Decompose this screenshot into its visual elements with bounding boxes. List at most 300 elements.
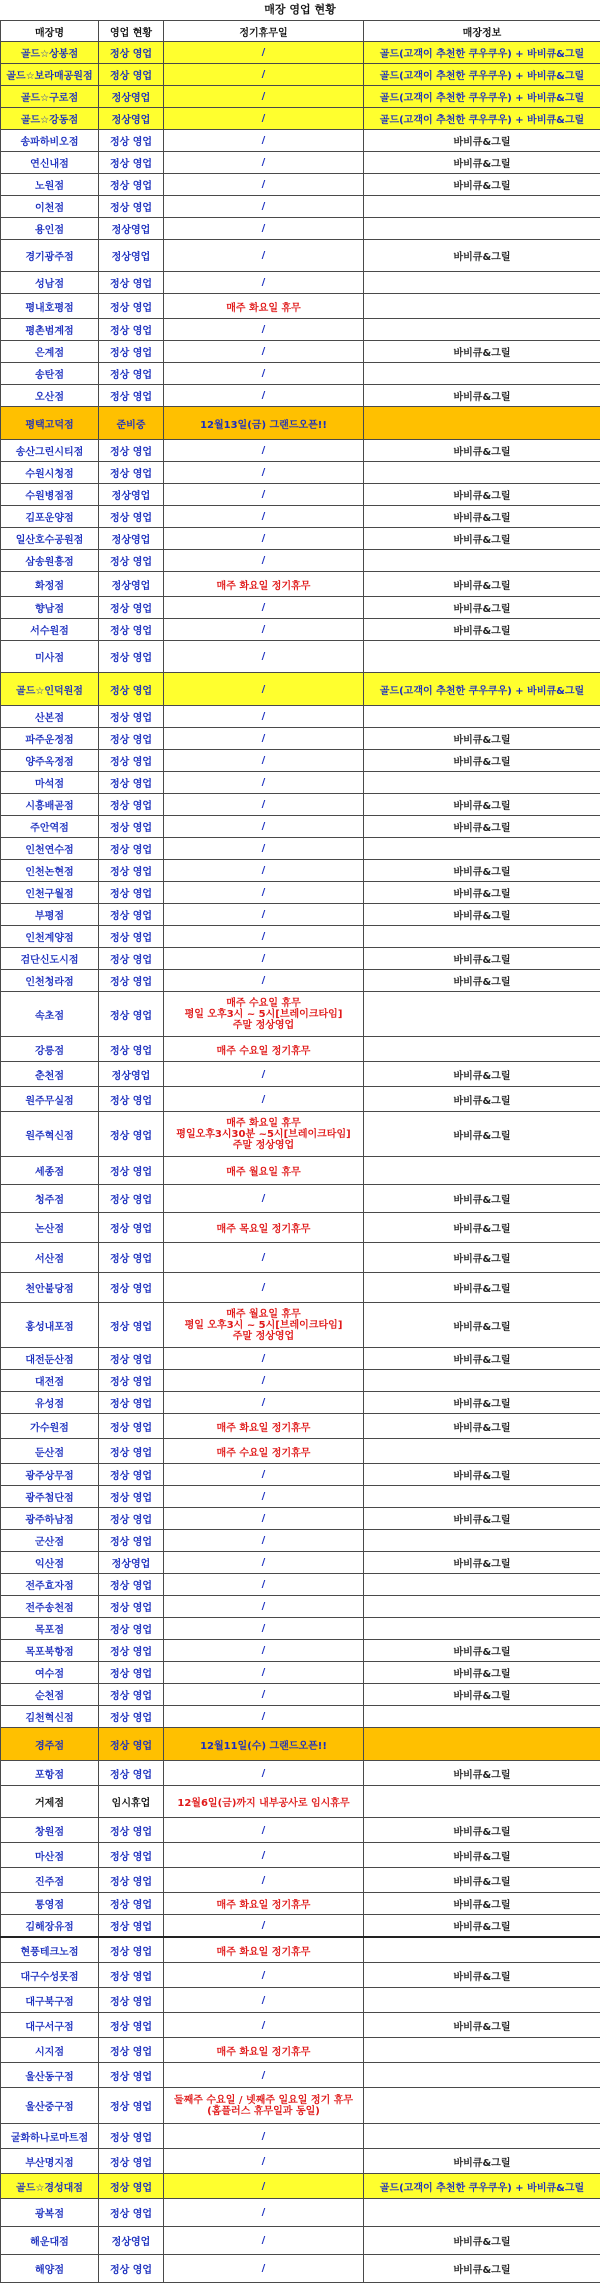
store-info-cell: 바비큐&그릴: [364, 1213, 600, 1243]
business-status-cell: 정상 영업: [99, 440, 164, 462]
regular-holiday-cell: /: [164, 1640, 364, 1662]
table-row: [1, 86, 600, 108]
store-name-cell: 골드☆상봉점: [1, 42, 99, 64]
regular-holiday-cell: 매주 화요일 휴무 평일오후3시30분 ~5시[브레이크타임] 주말 정상영업: [164, 1112, 364, 1157]
store-name-cell: 대전둔산점: [1, 1348, 99, 1370]
regular-holiday-cell: /: [164, 1530, 364, 1552]
table-row: [1, 1868, 600, 1893]
table-row: [1, 860, 600, 882]
regular-holiday-cell: /: [164, 838, 364, 860]
store-name-cell: 오산점: [1, 385, 99, 407]
regular-holiday-cell: /: [164, 528, 364, 550]
table-row: [1, 196, 600, 218]
table-row: [1, 1893, 600, 1915]
store-name-cell: 울산중구점: [1, 2088, 99, 2124]
table-header-row: [1, 21, 600, 42]
business-status-cell: 정상 영업: [99, 2013, 164, 2038]
store-name-cell: 인천구월점: [1, 882, 99, 904]
store-info-cell: 바비큐&그릴: [364, 619, 600, 641]
regular-holiday-cell: /: [164, 1843, 364, 1868]
store-info-cell: 바비큐&그릴: [364, 1868, 600, 1893]
business-status-cell: 정상 영업: [99, 1728, 164, 1761]
store-name-cell: 노원점: [1, 174, 99, 196]
table-row: [1, 1988, 600, 2013]
store-info-cell: 바비큐&그릴: [364, 2013, 600, 2038]
business-status-cell: 정상 영업: [99, 385, 164, 407]
store-info-cell: 바비큐&그릴: [364, 1062, 600, 1087]
regular-holiday-cell: /: [164, 641, 364, 673]
business-status-cell: 정상 영업: [99, 462, 164, 484]
store-info-cell: [364, 1370, 600, 1392]
regular-holiday-cell: 둘째주 수요일 / 넷째주 일요일 정기 휴무 (홈플러스 휴무일과 동일): [164, 2088, 364, 2124]
regular-holiday-cell: /: [164, 152, 364, 174]
store-name-cell: 평촌범계점: [1, 319, 99, 341]
regular-holiday-cell: /: [164, 218, 364, 240]
business-status-cell: 정상 영업: [99, 550, 164, 572]
business-status-cell: 정상 영업: [99, 1868, 164, 1893]
store-name-cell: 이천점: [1, 196, 99, 218]
store-info-cell: 바비큐&그릴: [364, 1112, 600, 1157]
store-name-cell: 인천논현점: [1, 860, 99, 882]
store-name-cell: 시흥배곧점: [1, 794, 99, 816]
store-info-cell: 바비큐&그릴: [364, 2227, 600, 2255]
table-row: [1, 1530, 600, 1552]
store-info-cell: 바비큐&그릴: [364, 1185, 600, 1213]
store-name-cell: 검단신도시점: [1, 948, 99, 970]
table-row: [1, 550, 600, 572]
table-row: [1, 1684, 600, 1706]
store-info-cell: [364, 772, 600, 794]
store-name-cell: 군산점: [1, 1530, 99, 1552]
regular-holiday-cell: /: [164, 2013, 364, 2038]
business-status-cell: 정상 영업: [99, 1392, 164, 1414]
regular-holiday-cell: /: [164, 1596, 364, 1618]
business-status-cell: 정상 영업: [99, 860, 164, 882]
regular-holiday-cell: /: [164, 319, 364, 341]
regular-holiday-cell: /: [164, 1486, 364, 1508]
store-name-cell: 수원시청점: [1, 462, 99, 484]
table-row: [1, 816, 600, 838]
table-row: [1, 385, 600, 407]
business-status-cell: 정상 영업: [99, 1370, 164, 1392]
table-row: [1, 1843, 600, 1868]
regular-holiday-cell: /: [164, 440, 364, 462]
regular-holiday-cell: /: [164, 860, 364, 882]
regular-holiday-cell: 매주 월요일 휴무 평일 오후3시 ~ 5시[브레이크타임] 주말 정상영업: [164, 1303, 364, 1348]
table-row: [1, 1243, 600, 1273]
table-row: [1, 794, 600, 816]
regular-holiday-cell: /: [164, 597, 364, 619]
table-row: [1, 1786, 600, 1818]
store-info-cell: [364, 1530, 600, 1552]
table-row: [1, 2227, 600, 2255]
store-name-cell: 통영점: [1, 1893, 99, 1915]
store-name-cell: 경주점: [1, 1728, 99, 1761]
store-name-cell: 목포북항점: [1, 1640, 99, 1662]
store-info-cell: 바비큐&그릴: [364, 385, 600, 407]
regular-holiday-cell: /: [164, 1552, 364, 1574]
regular-holiday-cell: /: [164, 1618, 364, 1640]
business-status-cell: 정상 영업: [99, 794, 164, 816]
store-info-cell: [364, 1596, 600, 1618]
store-name-cell: 주안역점: [1, 816, 99, 838]
regular-holiday-cell: /: [164, 816, 364, 838]
table-row: [1, 440, 600, 462]
store-name-cell: 광주하남점: [1, 1508, 99, 1530]
store-name-cell: 홍성내포점: [1, 1303, 99, 1348]
store-info-cell: 바비큐&그릴: [364, 1761, 600, 1786]
store-info-cell: 골드(고객이 추천한 쿠우쿠우) + 바비큐&그릴: [364, 42, 600, 64]
store-name-cell: 평내호평점: [1, 294, 99, 319]
store-info-cell: [364, 1486, 600, 1508]
header-store-name: 매장명: [1, 21, 99, 42]
table-row: [1, 1963, 600, 1988]
store-info-cell: 바비큐&그릴: [364, 1843, 600, 1868]
store-info-cell: 골드(고객이 추천한 쿠우쿠우) + 바비큐&그릴: [364, 64, 600, 86]
business-status-cell: 정상 영업: [99, 1414, 164, 1439]
regular-holiday-cell: /: [164, 108, 364, 130]
table-row: [1, 619, 600, 641]
store-info-cell: [364, 2038, 600, 2063]
store-name-cell: 여수점: [1, 1662, 99, 1684]
business-status-cell: 정상영업: [99, 528, 164, 550]
regular-holiday-cell: /: [164, 1684, 364, 1706]
regular-holiday-cell: /: [164, 1706, 364, 1728]
store-name-cell: 가수원점: [1, 1414, 99, 1439]
table-row: [1, 992, 600, 1037]
store-info-cell: [364, 363, 600, 385]
store-info-cell: [364, 196, 600, 218]
store-name-cell: 향남점: [1, 597, 99, 619]
regular-holiday-cell: /: [164, 728, 364, 750]
table-row: [1, 1414, 600, 1439]
store-info-cell: [364, 641, 600, 673]
business-status-cell: 준비중: [99, 407, 164, 440]
regular-holiday-cell: /: [164, 363, 364, 385]
table-row: [1, 1087, 600, 1112]
store-name-cell: 둔산점: [1, 1439, 99, 1464]
business-status-cell: 정상 영업: [99, 926, 164, 948]
store-info-cell: 바비큐&그릴: [364, 970, 600, 992]
business-status-cell: 정상영업: [99, 1552, 164, 1574]
store-info-cell: 바비큐&그릴: [364, 1662, 600, 1684]
business-status-cell: 정상 영업: [99, 1303, 164, 1348]
business-status-cell: 정상 영업: [99, 1157, 164, 1185]
business-status-cell: 정상 영업: [99, 2088, 164, 2124]
store-info-cell: 골드(고객이 추천한 쿠우쿠우) + 바비큐&그릴: [364, 86, 600, 108]
store-info-cell: 바비큐&그릴: [364, 2255, 600, 2283]
store-name-cell: 원주혁신점: [1, 1112, 99, 1157]
store-name-cell: 속초점: [1, 992, 99, 1037]
store-name-cell: 경기광주점: [1, 240, 99, 272]
regular-holiday-cell: /: [164, 1464, 364, 1486]
table-row: [1, 728, 600, 750]
store-info-cell: [364, 294, 600, 319]
business-status-cell: 정상 영업: [99, 341, 164, 363]
regular-holiday-cell: 매주 화요일 정기휴무: [164, 1893, 364, 1915]
store-info-cell: 바비큐&그릴: [364, 1392, 600, 1414]
business-status-cell: 정상 영업: [99, 1684, 164, 1706]
store-name-cell: 김천혁신점: [1, 1706, 99, 1728]
regular-holiday-cell: /: [164, 1761, 364, 1786]
business-status-cell: 정상영업: [99, 2227, 164, 2255]
business-status-cell: 정상 영업: [99, 1915, 164, 1938]
table-row: [1, 882, 600, 904]
regular-holiday-cell: /: [164, 196, 364, 218]
store-info-cell: [364, 992, 600, 1037]
table-row: [1, 363, 600, 385]
store-name-cell: 화정점: [1, 572, 99, 597]
regular-holiday-cell: /: [164, 130, 364, 152]
table-row: [1, 904, 600, 926]
store-info-cell: 골드(고객이 추천한 쿠우쿠우) + 바비큐&그릴: [364, 108, 600, 130]
regular-holiday-cell: 매주 수요일 휴무 평일 오후3시 ~ 5시[브레이크타임] 주말 정상영업: [164, 992, 364, 1037]
regular-holiday-cell: /: [164, 2149, 364, 2174]
business-status-cell: 정상 영업: [99, 174, 164, 196]
business-status-cell: 정상 영업: [99, 363, 164, 385]
table-row: [1, 2149, 600, 2174]
regular-holiday-cell: /: [164, 1915, 364, 1938]
regular-holiday-cell: 매주 수요일 정기휴무: [164, 1439, 364, 1464]
business-status-cell: 정상 영업: [99, 1112, 164, 1157]
business-status-cell: 정상 영업: [99, 904, 164, 926]
regular-holiday-cell: 매주 화요일 정기휴무: [164, 1414, 364, 1439]
business-status-cell: 정상 영업: [99, 2149, 164, 2174]
store-info-cell: [364, 1937, 600, 1963]
store-name-cell: 성남점: [1, 272, 99, 294]
table-row: [1, 2063, 600, 2088]
table-body: [1, 42, 600, 2283]
regular-holiday-cell: /: [164, 1963, 364, 1988]
store-name-cell: 인천청라점: [1, 970, 99, 992]
regular-holiday-cell: 매주 화요일 정기휴무: [164, 1937, 364, 1963]
table-row: [1, 484, 600, 506]
store-name-cell: 골드☆구로점: [1, 86, 99, 108]
regular-holiday-cell: /: [164, 86, 364, 108]
regular-holiday-cell: /: [164, 882, 364, 904]
store-name-cell: 시지점: [1, 2038, 99, 2063]
store-info-cell: [364, 2124, 600, 2149]
store-info-cell: 골드(고객이 추천한 쿠우쿠우) + 바비큐&그릴: [364, 2174, 600, 2199]
store-info-cell: 바비큐&그릴: [364, 528, 600, 550]
store-name-cell: 원주무실점: [1, 1087, 99, 1112]
table-row: [1, 673, 600, 706]
store-info-cell: [364, 1988, 600, 2013]
regular-holiday-cell: /: [164, 2199, 364, 2227]
table-row: [1, 1112, 600, 1157]
store-info-cell: 바비큐&그릴: [364, 130, 600, 152]
store-name-cell: 해양점: [1, 2255, 99, 2283]
business-status-cell: 정상영업: [99, 108, 164, 130]
table-row: [1, 1706, 600, 1728]
regular-holiday-cell: 매주 화요일 정기휴무: [164, 572, 364, 597]
business-status-cell: 정상 영업: [99, 673, 164, 706]
business-status-cell: 정상 영업: [99, 506, 164, 528]
store-info-cell: 바비큐&그릴: [364, 1087, 600, 1112]
business-status-cell: 정상 영업: [99, 196, 164, 218]
store-name-cell: 골드☆보라매공원점: [1, 64, 99, 86]
store-name-cell: 논산점: [1, 1213, 99, 1243]
regular-holiday-cell: /: [164, 1574, 364, 1596]
store-info-cell: [364, 706, 600, 728]
store-info-cell: [364, 1037, 600, 1062]
table-row: [1, 1348, 600, 1370]
header-business-status: 영업 현황: [99, 21, 164, 42]
store-name-cell: 거제점: [1, 1786, 99, 1818]
store-info-cell: [364, 218, 600, 240]
table-row: [1, 1439, 600, 1464]
regular-holiday-cell: /: [164, 2063, 364, 2088]
regular-holiday-cell: /: [164, 904, 364, 926]
business-status-cell: 정상 영업: [99, 1508, 164, 1530]
business-status-cell: 정상 영업: [99, 1963, 164, 1988]
table-row: [1, 597, 600, 619]
table-row: [1, 1062, 600, 1087]
business-status-cell: 정상 영업: [99, 319, 164, 341]
store-info-cell: [364, 550, 600, 572]
store-info-cell: [364, 1574, 600, 1596]
business-status-cell: 정상 영업: [99, 619, 164, 641]
regular-holiday-cell: /: [164, 673, 364, 706]
store-info-cell: 바비큐&그릴: [364, 1464, 600, 1486]
table-row: [1, 2174, 600, 2199]
page-title: 매장 영업 현황: [264, 3, 336, 16]
store-info-cell: 바비큐&그릴: [364, 152, 600, 174]
table-row: [1, 130, 600, 152]
business-status-cell: 정상 영업: [99, 1087, 164, 1112]
store-info-cell: 바비큐&그릴: [364, 597, 600, 619]
regular-holiday-cell: 매주 수요일 정기휴무: [164, 1037, 364, 1062]
store-info-cell: 바비큐&그릴: [364, 1243, 600, 1273]
table-row: [1, 2088, 600, 2124]
store-name-cell: 창원점: [1, 1818, 99, 1843]
regular-holiday-cell: /: [164, 706, 364, 728]
regular-holiday-cell: /: [164, 1508, 364, 1530]
table-row: [1, 1273, 600, 1303]
table-row: [1, 948, 600, 970]
store-info-cell: 바비큐&그릴: [364, 728, 600, 750]
table-row: [1, 240, 600, 272]
store-info-cell: [364, 1618, 600, 1640]
store-name-cell: 대구서구점: [1, 2013, 99, 2038]
business-status-cell: 정상 영업: [99, 2255, 164, 2283]
store-info-cell: [364, 838, 600, 860]
business-status-cell: 정상 영업: [99, 1937, 164, 1963]
store-name-cell: 인천연수점: [1, 838, 99, 860]
store-name-cell: 대전점: [1, 1370, 99, 1392]
business-status-cell: 정상 영업: [99, 992, 164, 1037]
table-row: [1, 1728, 600, 1761]
store-name-cell: 인천계양점: [1, 926, 99, 948]
store-info-cell: [364, 2063, 600, 2088]
table-row: [1, 1157, 600, 1185]
business-status-cell: 정상영업: [99, 484, 164, 506]
store-info-cell: 바비큐&그릴: [364, 506, 600, 528]
regular-holiday-cell: 매주 화요일 휴무: [164, 294, 364, 319]
regular-holiday-cell: /: [164, 1087, 364, 1112]
table-row: [1, 1662, 600, 1684]
business-status-cell: 정상 영업: [99, 1530, 164, 1552]
regular-holiday-cell: /: [164, 619, 364, 641]
store-name-cell: 전주송천점: [1, 1596, 99, 1618]
regular-holiday-cell: 매주 목요일 정기휴무: [164, 1213, 364, 1243]
table-row: [1, 1574, 600, 1596]
regular-holiday-cell: /: [164, 772, 364, 794]
table-row: [1, 1464, 600, 1486]
store-name-cell: 은계점: [1, 341, 99, 363]
regular-holiday-cell: 매주 화요일 정기휴무: [164, 2038, 364, 2063]
regular-holiday-cell: /: [164, 42, 364, 64]
header-regular-holiday: 정기휴무일: [164, 21, 364, 42]
store-name-cell: 유성점: [1, 1392, 99, 1414]
regular-holiday-cell: /: [164, 484, 364, 506]
store-info-cell: 바비큐&그릴: [364, 174, 600, 196]
business-status-cell: 정상 영업: [99, 1348, 164, 1370]
regular-holiday-cell: /: [164, 2124, 364, 2149]
regular-holiday-cell: /: [164, 1392, 364, 1414]
regular-holiday-cell: /: [164, 2174, 364, 2199]
store-info-cell: [364, 1706, 600, 1728]
store-info-cell: 바비큐&그릴: [364, 1303, 600, 1348]
business-status-cell: 정상 영업: [99, 1893, 164, 1915]
regular-holiday-cell: /: [164, 1185, 364, 1213]
store-info-cell: 바비큐&그릴: [364, 948, 600, 970]
store-name-cell: 울산동구점: [1, 2063, 99, 2088]
business-status-cell: 정상 영업: [99, 750, 164, 772]
store-info-cell: 바비큐&그릴: [364, 816, 600, 838]
business-status-cell: 정상 영업: [99, 1574, 164, 1596]
store-name-cell: 청주점: [1, 1185, 99, 1213]
business-status-cell: 정상 영업: [99, 1486, 164, 1508]
business-status-cell: 임시휴업: [99, 1786, 164, 1818]
store-info-cell: [364, 1728, 600, 1761]
store-info-cell: [364, 2088, 600, 2124]
regular-holiday-cell: /: [164, 1062, 364, 1087]
business-status-cell: 정상 영업: [99, 152, 164, 174]
business-status-cell: 정상 영업: [99, 1988, 164, 2013]
table-row: [1, 1937, 600, 1963]
store-info-cell: [364, 1439, 600, 1464]
store-name-cell: 부평점: [1, 904, 99, 926]
table-row: [1, 1213, 600, 1243]
store-name-cell: 목포점: [1, 1618, 99, 1640]
store-name-cell: 전주효자점: [1, 1574, 99, 1596]
business-status-cell: 정상영업: [99, 86, 164, 108]
store-name-cell: 강릉점: [1, 1037, 99, 1062]
business-status-cell: 정상 영업: [99, 130, 164, 152]
business-status-cell: 정상 영업: [99, 706, 164, 728]
table-row: [1, 294, 600, 319]
business-status-cell: 정상영업: [99, 240, 164, 272]
table-row: [1, 2013, 600, 2038]
table-row: [1, 1552, 600, 1574]
store-info-cell: 바비큐&그릴: [364, 1414, 600, 1439]
store-name-cell: 포항점: [1, 1761, 99, 1786]
store-info-cell: 바비큐&그릴: [364, 1273, 600, 1303]
business-status-cell: 정상영업: [99, 218, 164, 240]
regular-holiday-cell: /: [164, 1243, 364, 1273]
store-name-cell: 용인점: [1, 218, 99, 240]
table-row: [1, 750, 600, 772]
table-row: [1, 528, 600, 550]
table-row: [1, 319, 600, 341]
regular-holiday-cell: /: [164, 926, 364, 948]
store-name-cell: 파주운정점: [1, 728, 99, 750]
store-info-cell: 바비큐&그릴: [364, 794, 600, 816]
store-info-cell: [364, 926, 600, 948]
business-status-cell: 정상 영업: [99, 2063, 164, 2088]
regular-holiday-cell: /: [164, 341, 364, 363]
